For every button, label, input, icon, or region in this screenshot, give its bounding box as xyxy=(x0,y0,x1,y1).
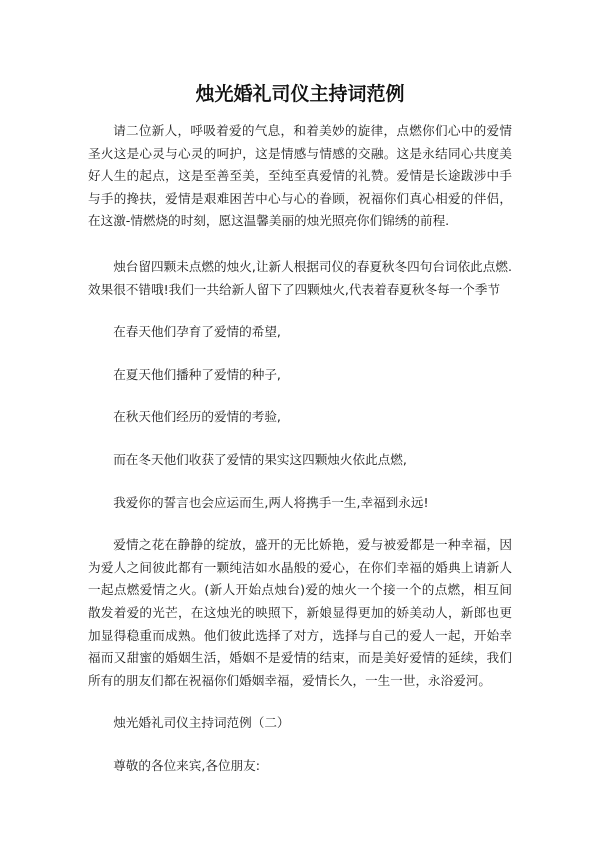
line-greeting: 尊敬的各位来宾,各位朋友: xyxy=(113,757,260,773)
paragraph-candle-instructions: 烛台留四颗未点燃的烛火,让新人根据司仪的春夏秋冬四句台词依此点燃.效果很不错哦!我们一共给新人留下了四颗烛火,代表着春夏秋冬每一个季节 xyxy=(88,258,512,297)
spacer xyxy=(88,386,512,406)
spacer xyxy=(88,233,512,256)
spacer xyxy=(88,344,512,364)
paragraph-opening: 请二位新人，呼吸着爱的气息，和着美妙的旋律，点燃你们心中的爱情圣火这是心灵与心灵的呵护，这是情感与情感的交融。这是永结同心共度美好人生的起点，这是至善至美，至纯至真爱情的礼赞。爱情是长途跋涉中手与手的搀扶，爱情是艰难困苦中心与心的眷顾，祝福你们真心相爱的伴侣，在这激-情燃烧的时刻，愿这温馨美丽的烛光照亮你们锦绣的前程. xyxy=(88,123,512,229)
line-spring: 在春天他们孕育了爱情的希望, xyxy=(113,324,281,340)
line-autumn: 在秋天他们经历的爱情的考验, xyxy=(113,409,281,425)
line-vow: 我爱你的誓言也会应运而生,两人将携手一生,幸福到永远! xyxy=(113,494,429,510)
spacer xyxy=(88,514,512,534)
spacer xyxy=(88,692,512,712)
line-summer: 在夏天他们播种了爱情的种子, xyxy=(113,366,281,382)
spacer xyxy=(88,472,512,492)
line-winter: 而在冬天他们收获了爱情的果实这四颗烛火依此点燃, xyxy=(113,451,407,467)
document-title: 烛光婚礼司仪主持词范例 xyxy=(195,83,405,105)
paragraph-love-flower: 爱情之花在静静的绽放，盛开的无比娇艳，爱与被爱都是一种幸福，因为爱人之间彼此都有一颗纯洁如水晶般的爱心，在你们幸福的婚典上请新人一起点燃爱情之火。(新人开始点烛台)爱的烛火一个接一个的点燃，相互间散发着爱的光芒，在这烛光的映照下，新娘显得更加的娇美动人，新郎也更加显得稳重而成熟。他们彼此选择了对方，选择与自己的爱人一起，开始幸福而又甜蜜的婚姻生活，婚姻不是爱情的结束，而是美好爱情的延续，我们所有的朋友们都在祝福你们婚姻幸福，爱情长久，一生一世，永浴爱河。 xyxy=(88,537,512,688)
spacer xyxy=(88,735,512,755)
section-subtitle: 烛光婚礼司仪主持词范例（二） xyxy=(113,715,290,731)
spacer xyxy=(88,429,512,449)
spacer xyxy=(88,301,512,321)
